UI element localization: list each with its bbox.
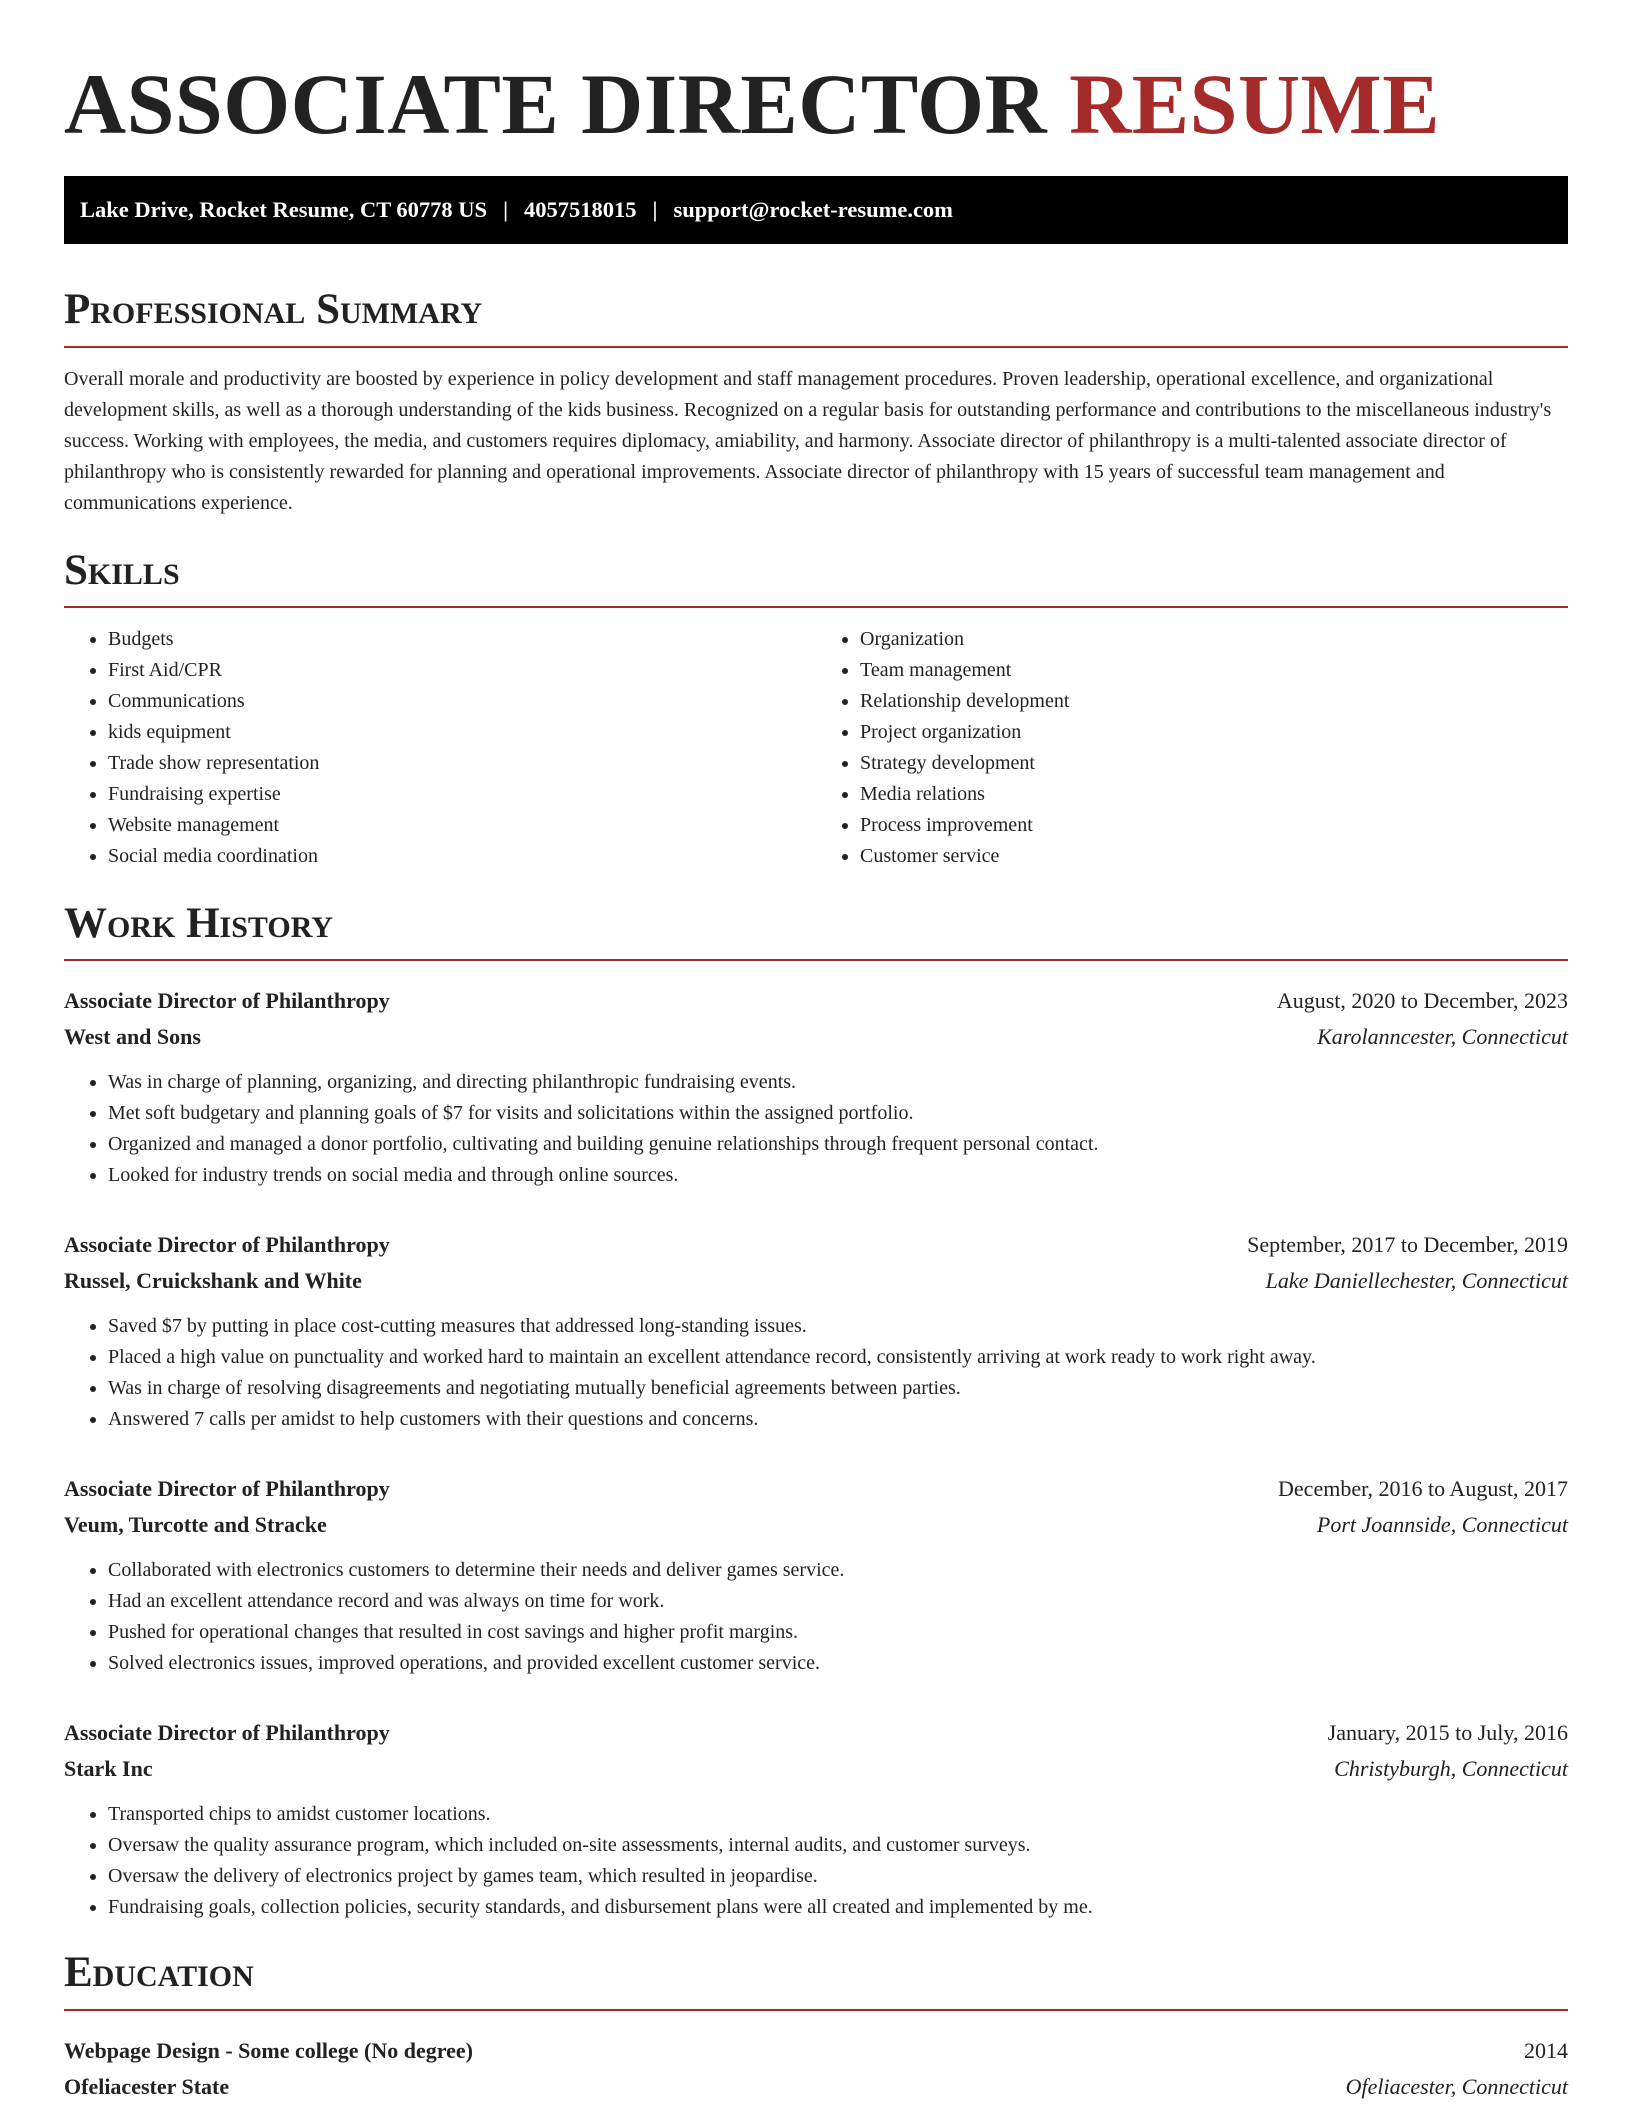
job-entry: [64, 1715, 1568, 1923]
skill-item: • Fundraising expertise: [108, 779, 816, 810]
contact-email[interactable]: support@rocket-resume.com: [673, 197, 953, 223]
job-location: Port Joannside, Connecticut: [1316, 1512, 1568, 1538]
job-header-row: [64, 983, 1568, 1019]
skill-item: • Team management: [860, 655, 1568, 686]
job-bullets: [64, 1555, 1568, 1679]
job-bullet: • Organized and managed a donor portfolio, cultivating and building genuine relationships through frequent personal contact.: [108, 1129, 1568, 1160]
job-bullets: [64, 1311, 1568, 1435]
job-bullet: • Looked for industry trends on social media and through online sources.: [108, 1160, 1568, 1191]
job-bullet: • Saved $7 by putting in place cost-cutting measures that addressed long-standing issues.: [108, 1311, 1568, 1342]
contact-address: Lake Drive, Rocket Resume, CT 60778 US: [80, 197, 488, 223]
title-accent: RESUME: [1069, 56, 1441, 152]
job-company-row: [64, 1507, 1568, 1543]
education-school-row: [64, 2069, 1568, 2105]
contact-separator: |: [503, 197, 509, 223]
education-school: Ofeliacester State: [64, 2073, 230, 2099]
skill-item: • Trade show representation: [108, 748, 816, 779]
skill-item: • First Aid/CPR: [108, 655, 816, 686]
skill-item: • Project organization: [860, 717, 1568, 748]
job-entry: [64, 983, 1568, 1191]
work-history-section: [64, 900, 1568, 1923]
job-dates: August, 2020 to December, 2023: [1276, 988, 1568, 1014]
education-header-row: [64, 2033, 1568, 2069]
job-company: Russel, Cruickshank and White: [64, 1268, 362, 1294]
job-location: Karolanncester, Connecticut: [1317, 1024, 1568, 1050]
job-dates: January, 2015 to July, 2016: [1327, 1720, 1568, 1746]
job-dates: December, 2016 to August, 2017: [1278, 1476, 1568, 1502]
resume-title: [64, 0, 1568, 152]
job-bullet: • Transported chips to amidst customer locations.: [108, 1799, 1568, 1830]
skill-item: • kids equipment: [108, 717, 816, 748]
skill-item: • Budgets: [108, 624, 816, 655]
job-title: Associate Director of Philanthropy: [64, 1476, 390, 1502]
job-title: Associate Director of Philanthropy: [64, 988, 390, 1014]
job-bullet: • Oversaw the quality assurance program, which included on-site assessments, internal audits, and customer surveys.: [108, 1830, 1568, 1861]
job-bullet: • Answered 7 calls per amidst to help customers with their questions and concerns.: [108, 1404, 1568, 1435]
job-company-row: [64, 1263, 1568, 1299]
job-header-row: [64, 1715, 1568, 1751]
job-bullet: • Placed a high value on punctuality and worked hard to maintain an excellent attendance record, consistently arriving at work ready to work right away.: [108, 1342, 1568, 1373]
education-degree: Webpage Design - Some college (No degree): [64, 2037, 473, 2063]
section-heading: Work History: [64, 900, 1568, 961]
skill-item: • Customer service: [860, 841, 1568, 872]
education-entry: [64, 2033, 1568, 2105]
skill-item: • Process improvement: [860, 810, 1568, 841]
job-company: Veum, Turcotte and Stracke: [64, 1512, 327, 1538]
job-header-row: [64, 1227, 1568, 1263]
job-bullets: [64, 1067, 1568, 1191]
job-location: Lake Daniellechester, Connecticut: [1265, 1268, 1568, 1294]
contact-phone[interactable]: 4057518015: [524, 197, 637, 223]
skill-item: • Social media coordination: [108, 841, 816, 872]
job-bullet: • Was in charge of planning, organizing, and directing philanthropic fundraising events.: [108, 1067, 1568, 1098]
job-bullet: • Fundraising goals, collection policies, security standards, and disbursement plans were all created and implemented by me.: [108, 1892, 1568, 1923]
job-bullet: • Oversaw the delivery of electronics project by games team, which resulted in jeopardise.: [108, 1861, 1568, 1892]
job-company-row: [64, 1751, 1568, 1787]
job-company: West and Sons: [64, 1024, 201, 1050]
job-bullet: • Had an excellent attendance record and was always on time for work.: [108, 1586, 1568, 1617]
education-location: Ofeliacester, Connecticut: [1345, 2073, 1568, 2099]
skill-item: • Media relations: [860, 779, 1568, 810]
job-company-row: [64, 1019, 1568, 1055]
summary-text: Overall morale and productivity are boosted by experience in policy development and staff management procedures. Proven leadership, operational excellence, and organizational development skills, as well as a thorough understanding of the kids business. Recognized on a regular basis for outstanding performance and contributions to the miscellaneous industry's success. Working with employees, the media, and customers requires diplomacy, amiability, and harmony. Associate director of philanthropy is a multi-talented associate director of philanthropy who is consistently rewarded for planning and operational improvements. Associate director of philanthropy with 15 years of successful team management and communications experience.: [64, 367, 1552, 514]
job-title: Associate Director of Philanthropy: [64, 1232, 390, 1258]
skills-columns: [64, 624, 1568, 872]
job-bullet: • Collaborated with electronics customers to determine their needs and deliver games service.: [108, 1555, 1568, 1586]
skill-item: • Strategy development: [860, 748, 1568, 779]
skills-section: [64, 547, 1568, 872]
job-header-row: [64, 1471, 1568, 1507]
job-bullets: [64, 1799, 1568, 1923]
skill-item: • Website management: [108, 810, 816, 841]
skills-list-right: [816, 624, 1568, 872]
skill-item: • Organization: [860, 624, 1568, 655]
section-heading: Skills: [64, 547, 1568, 608]
job-entry: [64, 1471, 1568, 1679]
title-main: ASSOCIATE DIRECTOR: [64, 56, 1048, 152]
contact-bar: [64, 176, 1568, 244]
education-year: 2014: [1524, 2037, 1568, 2063]
section-heading: Education: [64, 1949, 1568, 2010]
job-entry: [64, 1227, 1568, 1435]
job-location: Christyburgh, Connecticut: [1334, 1756, 1568, 1782]
contact-separator: |: [652, 197, 658, 223]
job-bullet: • Pushed for operational changes that resulted in cost savings and higher profit margins.: [108, 1617, 1568, 1648]
job-company: Stark Inc: [64, 1756, 153, 1782]
job-bullet: • Solved electronics issues, improved operations, and provided excellent customer service.: [108, 1648, 1568, 1679]
section-heading: Professional Summary: [64, 286, 1568, 347]
education-section: [64, 1949, 1568, 2104]
job-title: Associate Director of Philanthropy: [64, 1720, 390, 1746]
skill-item: • Relationship development: [860, 686, 1568, 717]
skill-item: • Communications: [108, 686, 816, 717]
professional-summary-section: [64, 286, 1568, 518]
job-bullet: • Met soft budgetary and planning goals of $7 for visits and solicitations within the assigned portfolio.: [108, 1098, 1568, 1129]
job-dates: September, 2017 to December, 2019: [1247, 1232, 1568, 1258]
skills-list-left: [64, 624, 816, 872]
job-bullet: • Was in charge of resolving disagreements and negotiating mutually beneficial agreements between parties.: [108, 1373, 1568, 1404]
